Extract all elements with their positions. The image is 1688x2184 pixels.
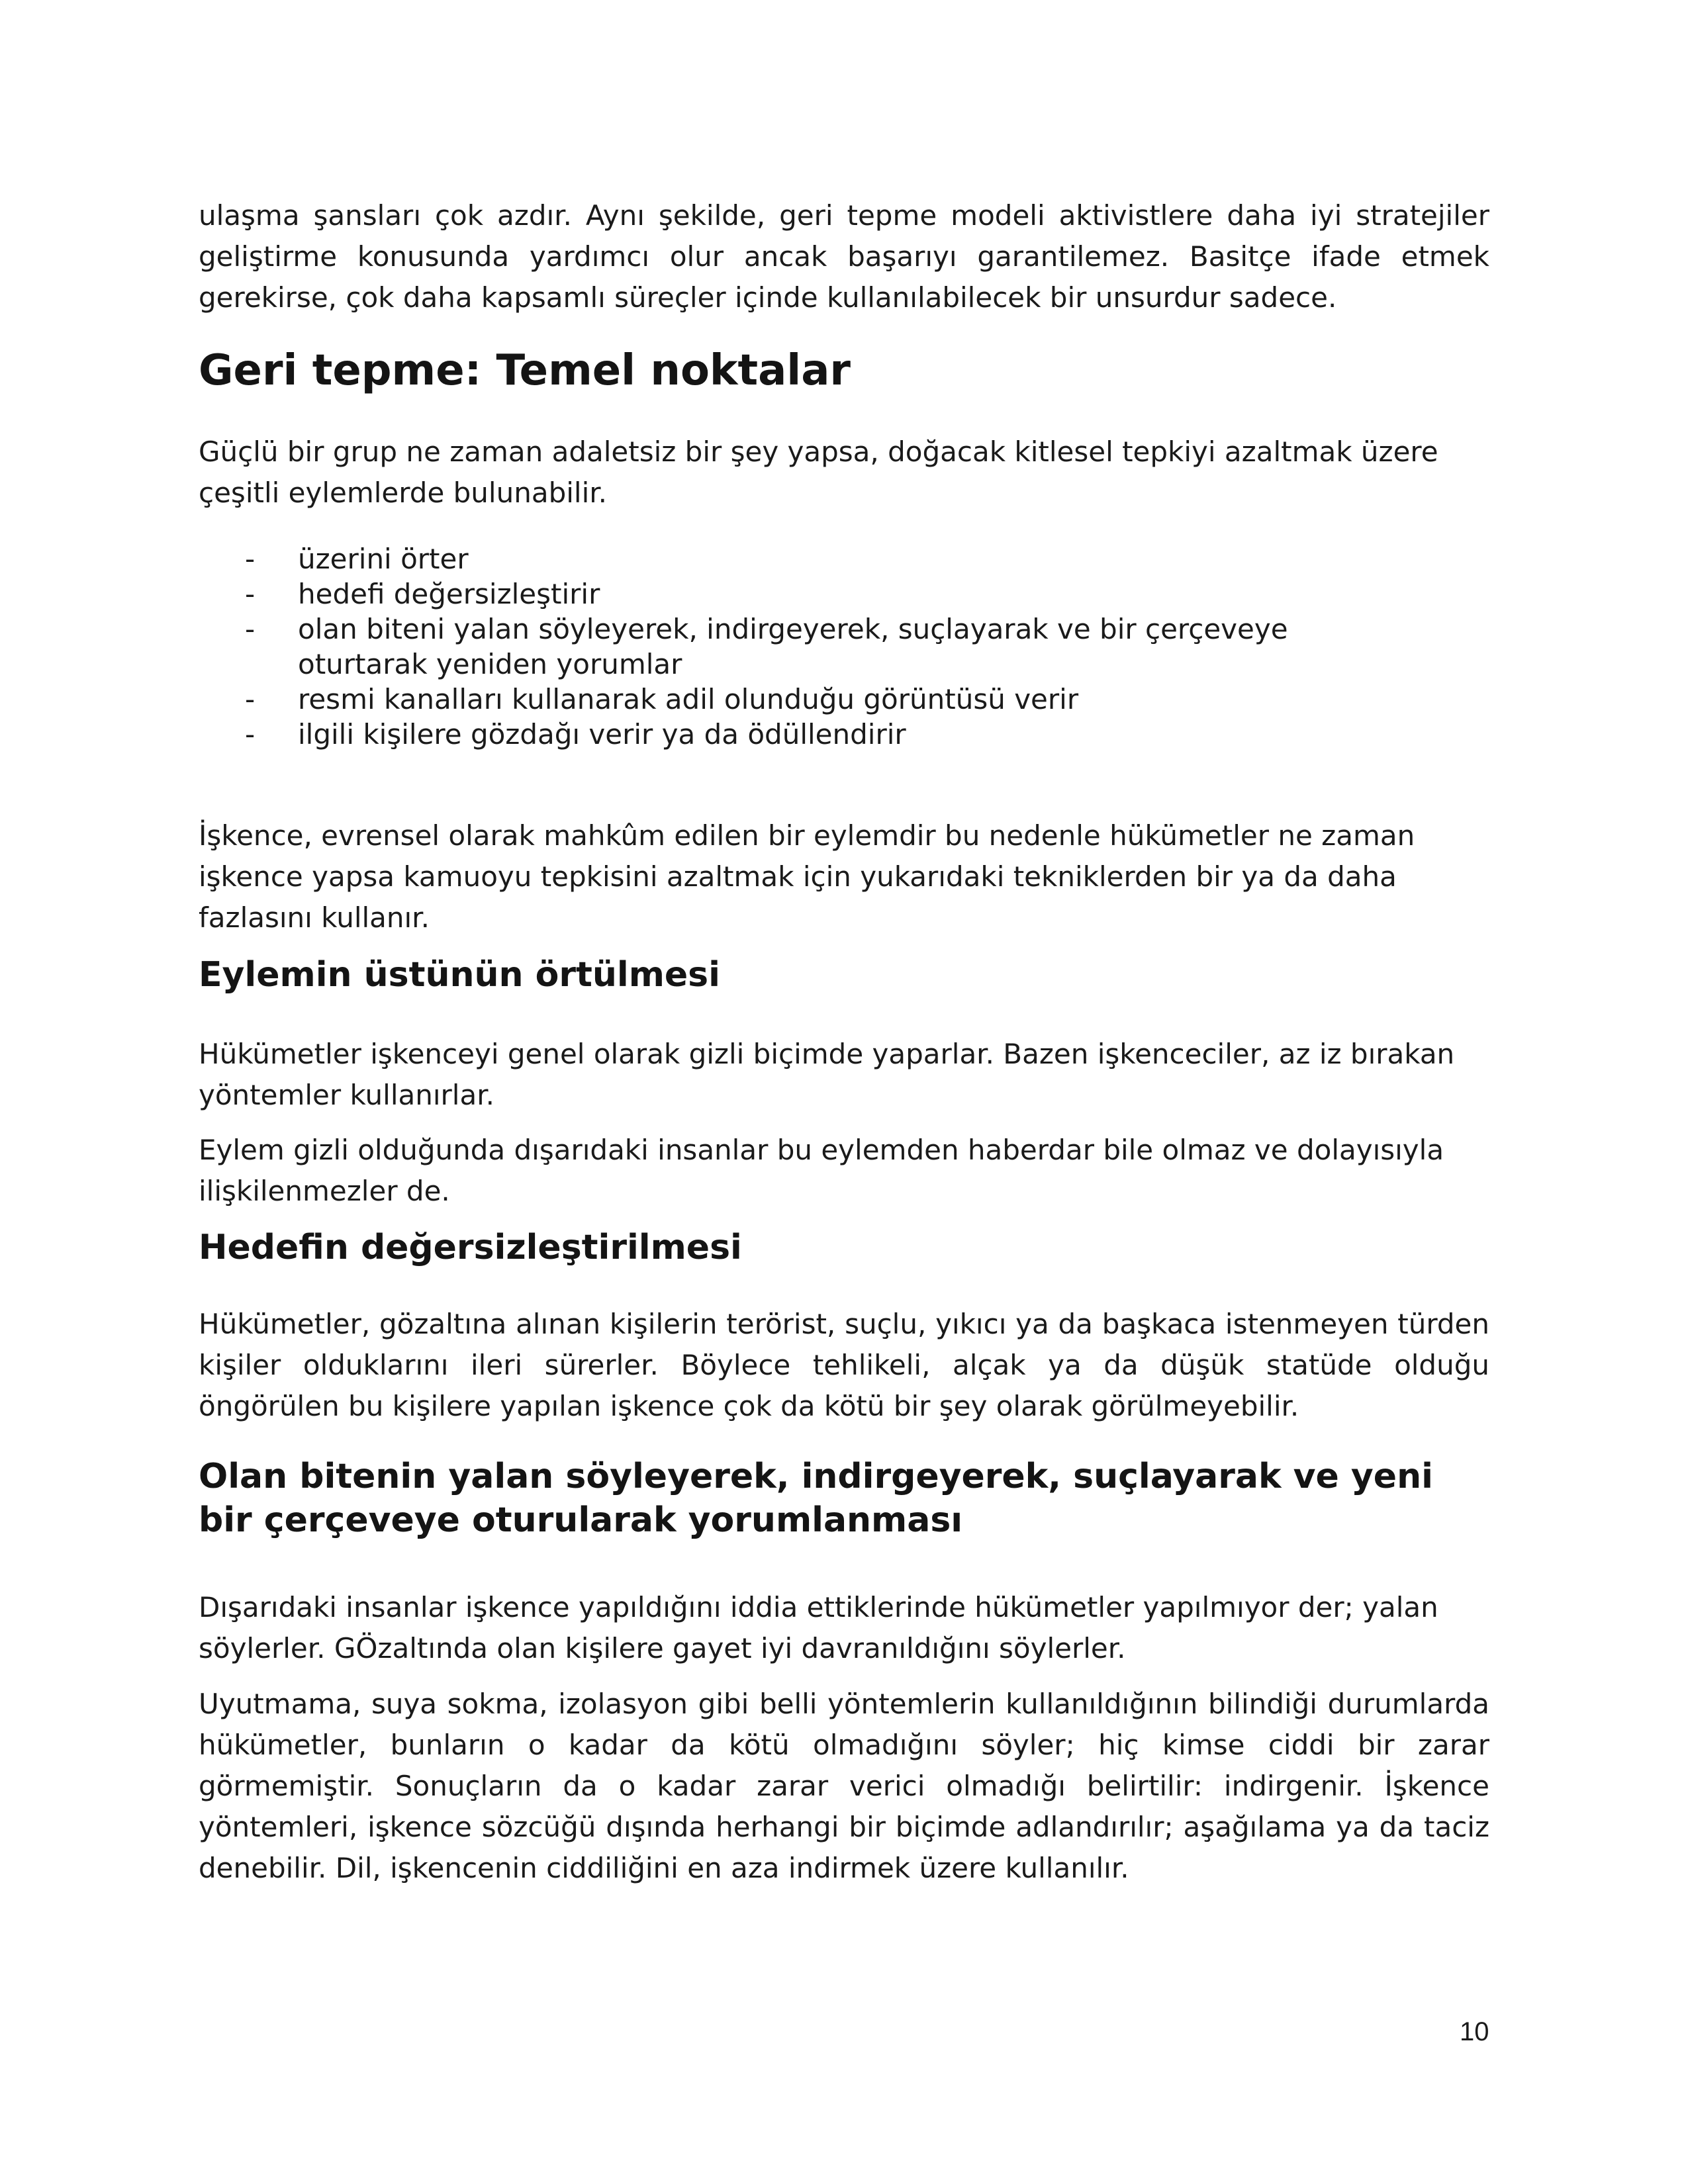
intro-paragraph: ulaşma şansları çok azdır. Aynı şekilde, geri tepme modeli aktivistlere daha iyi stratejiler geliştirme konusunda yardımcı olur ancak başarıyı garantilemez. Basitçe ifade etmek gerekirse, çok daha kapsamlı süreçler içinde kullanılabilecek bir unsurdur sadece. bbox=[199, 199, 1489, 314]
reinterpret-paragraph-2: Uyutmama, suya sokma, izolasyon gibi belli yöntemlerin kullanıldığının bilindiği durumlarda hükümetler, bunların o kadar da kötü olmadığını söyler; hiç kimse ciddi bir zarar görmemiştir. Sonuçların da o kadar zarar verici olmadığı belirtilir: indirgenir. İşkence yöntemleri, işkence sözcüğü dışında herhangi bir biçimde adlandırılır; aşağılama ya da taciz denebilir. Dil, işkencenin ciddiliğini en aza indirmek üzere kullanılır. bbox=[199, 1688, 1489, 1884]
bullet-item: - resmi kanalları kullanarak adil olunduğu görüntüsü verir bbox=[245, 683, 1079, 715]
devalue-paragraph: Hükümetler, gözaltına alınan kişilerin terörist, suçlu, yıkıcı ya da başkaca istenmeyen türden kişiler olduklarını ileri sürerler. Böylece tehlikeli, alçak ya da düşük statüde olduğu öngörülen bu kişilere yapılan işkence çok da kötü bir şey olarak görülmeyebilir. bbox=[199, 1308, 1489, 1422]
cover-paragraph-2: Eylem gizli olduğunda dışarıdaki insanlar bu eylemden haberdar bile olmaz ve dolayısıyla ilişkilenmezler de. bbox=[199, 1134, 1444, 1207]
bullet-item: - olan biteni yalan söyleyerek, indirgeyerek, suçlayarak ve bir çerçeveye oturtarak yeniden yorumlar bbox=[245, 613, 1288, 680]
torture-paragraph: İşkence, evrensel olarak mahkûm edilen bir eylemdir bu nedenle hükümetler ne zaman işkence yapsa kamuoyu tepkisini azaltmak için yukarıdaki tekniklerden bir ya da daha fazlasını kullanır. bbox=[199, 819, 1415, 934]
bullet-item: - üzerini örter bbox=[245, 543, 469, 575]
cover-paragraph-1: Hükümetler işkenceyi genel olarak gizli biçimde yaparlar. Bazen işkenceciler, az iz bırakan yöntemler kullanırlar. bbox=[199, 1038, 1455, 1111]
main-heading: Geri tepme: Temel noktalar bbox=[199, 346, 851, 395]
bullet-item: - ilgili kişilere gözdağı verir ya da ödüllendirir bbox=[245, 718, 906, 751]
bullet-list bbox=[245, 541, 1489, 752]
bullet-item: - hedefi değersizleştirir bbox=[245, 578, 600, 610]
page-number: 10 bbox=[1460, 2017, 1489, 2046]
section-heading-devalue: Hedefin değersizleştirilmesi bbox=[199, 1228, 742, 1267]
section-heading-cover: Eylemin üstünün örtülmesi bbox=[199, 955, 720, 995]
lead-paragraph: Güçlü bir grup ne zaman adaletsiz bir şey yapsa, doğacak kitlesel tepkiyi azaltmak üzere çeşitli eylemlerde bulunabilir. bbox=[199, 435, 1438, 509]
section-heading-reinterpret: Olan bitenin yalan söyleyerek, indirgeyerek, suçlayarak ve yeni bir çerçeveye oturularak yorumlanması bbox=[199, 1457, 1433, 1540]
reinterpret-paragraph-1: Dışarıdaki insanlar işkence yapıldığını iddia ettiklerinde hükümetler yapılmıyor der; yalan söylerler. GÖzaltında olan kişilere gayet iyi davranıldığını söylerler. bbox=[199, 1591, 1438, 1664]
